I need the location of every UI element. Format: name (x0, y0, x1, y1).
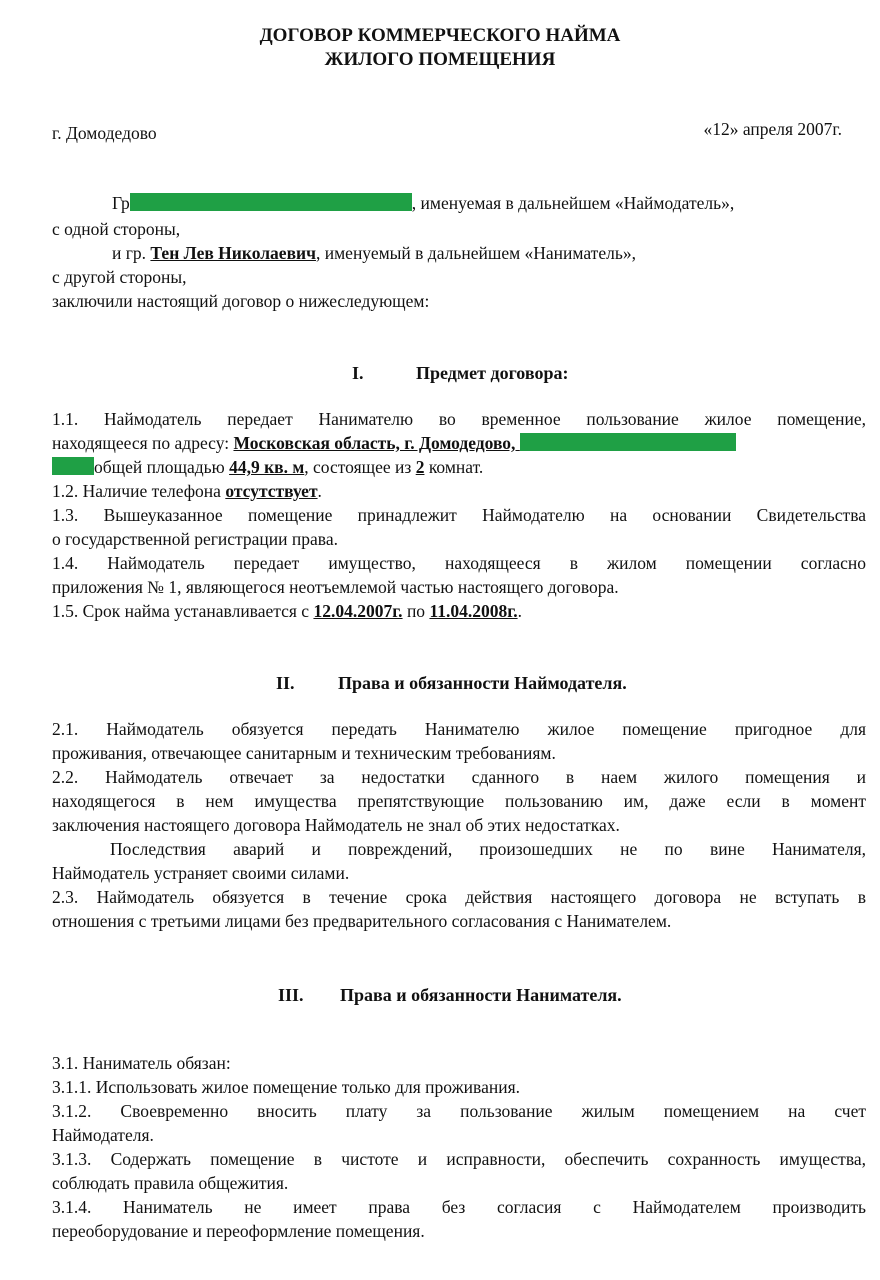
rooms-label: , состоящее из (304, 457, 416, 477)
landlord-suffix: , именуемая в дальнейшем «Наймодатель», (411, 193, 735, 213)
clause-1-2 (52, 480, 866, 502)
document-title-line-1: ДОГОВОР КОММЕРЧЕСКОГО НАЙМА (259, 25, 621, 46)
clause-2-1-line-1: 2.1. Наймодатель обязуется передать Нанимателю жилое помещение пригодное для (52, 719, 866, 739)
clause-3-1: 3.1. Наниматель обязан: (52, 1053, 231, 1073)
clause-2-3-line-2: отношения с третьими лицами без предварительного согласования с Нанимателем. (52, 911, 672, 931)
clause-3-1-1: 3.1.1. Использовать жилое помещение только для проживания. (52, 1077, 520, 1097)
section-3-number: III. (278, 985, 304, 1005)
phone-suffix: . (317, 481, 322, 501)
document-title-line-2: ЖИЛОГО ПОМЕЩЕНИЯ (324, 49, 556, 70)
date-from: 12.04.2007г. (313, 601, 403, 621)
landlord-line (112, 192, 866, 214)
clause-1-1-line-3 (52, 456, 866, 478)
tenant-suffix: , именуемый в дальнейшем «Наниматель», (315, 243, 636, 263)
term-label: 1.5. Срок найма устанавливается с (52, 601, 314, 621)
rooms-suffix: комнат. (424, 457, 484, 477)
clause-3-1-4-line-1: 3.1.4. Наниматель не имеет права без согласия с Наймодателем производить (52, 1197, 866, 1217)
clause-1-1-text: находящееся по адресу: (52, 433, 234, 453)
clause-1-1-line-2 (52, 432, 866, 454)
area-value: 44,9 кв. м (229, 457, 305, 477)
section-2-number: II. (276, 673, 295, 693)
city: г. Домодедово (52, 123, 157, 143)
clause-3-1-3-line-1: 3.1.3. Содержать помещение в чистоте и исправности, обеспечить сохранность имущества, (52, 1149, 866, 1169)
clause-2-2-line-3: заключения настоящего договора Наймодатель не знал об этих недостатках. (52, 815, 620, 835)
section-1-number: I. (352, 363, 364, 383)
clause-1-1-line-1: 1.1. Наймодатель передает Нанимателю во временное пользование жилое помещение, (52, 409, 866, 429)
clause-3-1-4-line-2: переоборудование и переоформление помещения. (52, 1221, 425, 1241)
tenant-line (112, 242, 866, 264)
phone-value: отсутствует (225, 481, 318, 501)
concluded-line: заключили настоящий договор о нижеследующем: (52, 291, 430, 311)
section-3-title: Права и обязанности Нанимателя. (340, 985, 622, 1005)
clause-2-3-line-1: 2.3. Наймодатель обязуется в течение срока действия настоящего договора не вступать в (52, 887, 866, 907)
clause-1-4-line-2: приложения № 1, являющегося неотъемлемой частью настоящего договора. (52, 577, 619, 597)
clause-2-2-line-1: 2.2. Наймодатель отвечает за недостатки сданного в наем жилого помещения и (52, 767, 866, 787)
redacted-landlord-name (130, 193, 412, 211)
section-1-title: Предмет договора: (416, 363, 569, 383)
address: Московская область, г. Домодедово, (233, 433, 520, 453)
section-2-title: Права и обязанности Наймодателя. (338, 673, 627, 693)
clause-3-1-2-line-2: Наймодателя. (52, 1125, 154, 1145)
tenant-name: Тен Лев Николаевич (150, 243, 316, 263)
area-label: общей площадью (94, 457, 230, 477)
clause-1-5 (52, 600, 866, 622)
redacted-address-end (52, 457, 94, 475)
clause-2-2-line-5: Наймодатель устраняет своими силами. (52, 863, 350, 883)
term-suffix: . (517, 601, 522, 621)
phone-label: 1.2. Наличие телефона (52, 481, 226, 501)
clause-3-1-2-line-1: 3.1.2. Своевременно вносить плату за пользование жилым помещением на счет (52, 1101, 866, 1121)
clause-2-2-line-4: Последствия аварий и повреждений, произошедших не по вине Нанимателя, (110, 839, 866, 859)
rooms-value: 2 (415, 457, 425, 477)
clause-2-1-line-2: проживания, отвечающее санитарным и техническим требованиям. (52, 743, 556, 763)
landlord-prefix: Гр (112, 193, 130, 213)
clause-1-3-line-1: 1.3. Вышеуказанное помещение принадлежит Наймодателю на основании Свидетельства (52, 505, 866, 525)
redacted-address (520, 433, 736, 451)
clause-2-2-line-2: находящегося в нем имущества препятствующие пользованию им, даже если в момент (52, 791, 866, 811)
one-side: с одной стороны, (52, 219, 181, 239)
clause-1-3-line-2: о государственной регистрации права. (52, 529, 338, 549)
clause-3-1-3-line-2: соблюдать правила общежития. (52, 1173, 289, 1193)
contract-date: «12» апреля 2007г. (703, 119, 842, 139)
other-side: с другой стороны, (52, 267, 187, 287)
term-to-label: по (402, 601, 430, 621)
date-to: 11.04.2008г. (429, 601, 518, 621)
clause-1-4-line-1: 1.4. Наймодатель передает имущество, находящееся в жилом помещении согласно (52, 553, 866, 573)
tenant-prefix: и гр. (112, 243, 151, 263)
